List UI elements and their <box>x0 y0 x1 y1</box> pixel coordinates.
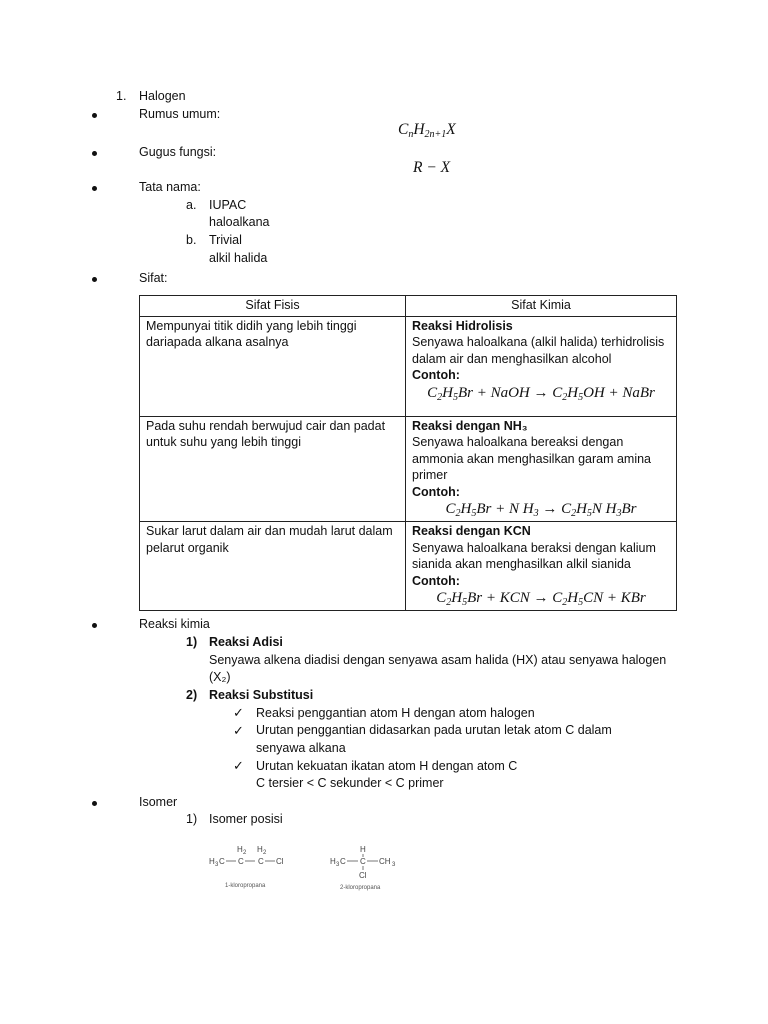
table-header-row <box>140 296 677 317</box>
kimia-title: Reaksi Hidrolisis <box>412 318 513 333</box>
kimia-title: Reaksi dengan NH₃ <box>412 418 528 433</box>
adisi-title: Reaksi Adisi <box>209 635 283 649</box>
bullet <box>92 623 97 628</box>
svg-text:C: C <box>258 857 264 866</box>
molecule-caption: 1-kloropropana <box>225 883 266 889</box>
table-row <box>140 416 677 522</box>
column-header-kimia: Sifat Kimia <box>406 296 677 317</box>
reaction-equation: $C_2H_5Br$ + KCN → $C_2H_5CN$ + KBr <box>436 590 646 608</box>
check-item: Reaksi penggantian atom H dengan atom halogen <box>256 706 535 720</box>
isomer-posisi-title: Isomer posisi <box>209 812 283 826</box>
properties-table <box>139 295 677 611</box>
section-title: Halogen <box>139 89 186 103</box>
check-item-cont: C tersier < C sekunder < C primer <box>256 776 444 790</box>
kimia-title: Reaksi dengan KCN <box>412 524 531 538</box>
table-row <box>140 316 677 416</box>
reaction-equation: $C_2H_5Br + N$ $H_3 \to C_2H_5N$ $H_3Br$ <box>445 501 637 519</box>
fisis-cell: Mempunyai titik didih yang lebih tinggi dariapada alkana asalnya <box>140 316 406 416</box>
svg-text:Cl: Cl <box>359 871 367 880</box>
svg-text:3: 3 <box>336 862 340 868</box>
kimia-cell <box>406 416 677 522</box>
contoh-label: Contoh: <box>412 368 460 382</box>
kimia-text: Senyawa haloalkana bereaksi dengan ammonia akan menghasilkan garam amina primer <box>412 435 652 482</box>
sifat-label: Sifat: <box>139 271 168 285</box>
list-marker-b: b. <box>186 233 197 247</box>
kimia-cell <box>406 316 677 416</box>
functional-group-formula: R − X <box>413 159 451 176</box>
trivial-value: alkil halida <box>209 251 268 265</box>
iupac-label: IUPAC <box>209 198 247 212</box>
bullet <box>92 186 97 191</box>
contoh-label: Contoh: <box>412 573 460 588</box>
molecule-caption: 2-kloropropana <box>340 885 381 891</box>
table-row <box>140 522 677 611</box>
svg-text:H: H <box>209 857 215 866</box>
substitusi-title: Reaksi Substitusi <box>209 688 314 702</box>
svg-text:2: 2 <box>263 850 267 856</box>
svg-text:H: H <box>360 845 366 854</box>
check-item: Urutan kekuatan ikatan atom H dengan atom C <box>256 759 518 773</box>
svg-text:C: C <box>238 857 244 866</box>
check-item-cont: senyawa alkana <box>256 741 346 755</box>
contoh-label: Contoh: <box>412 484 460 499</box>
svg-text:Cl: Cl <box>276 857 284 866</box>
checkmark-icon: ✓ <box>233 705 244 720</box>
fisis-cell: Sukar larut dalam air dan mudah larut dalam pelarut organik <box>140 522 406 611</box>
check-item: Urutan penggantian didasarkan pada urutan letak atom C dalam <box>256 723 612 737</box>
list-marker-2: 2) <box>186 688 198 702</box>
list-marker-a: a. <box>186 198 197 212</box>
bullet <box>92 151 97 156</box>
svg-text:3: 3 <box>392 862 396 868</box>
adisi-text: Senyawa alkena diadisi dengan senyawa asam halida (HX) atau senyawa halogen <box>209 653 667 667</box>
bullet <box>92 277 97 282</box>
isomer-label: Isomer <box>139 795 178 809</box>
adisi-text-cont: (X₂) <box>209 670 231 684</box>
column-header-fisis: Sifat Fisis <box>140 296 406 317</box>
1-chloropropane-structure <box>205 842 305 894</box>
checkmark-icon: ✓ <box>233 723 244 738</box>
svg-text:3: 3 <box>215 862 219 868</box>
svg-text:C: C <box>360 857 366 866</box>
rumus-label: Rumus umum: <box>139 107 221 121</box>
list-marker-1: 1) <box>186 812 198 826</box>
list-marker-1: 1) <box>186 635 198 649</box>
svg-text:2: 2 <box>243 850 247 856</box>
trivial-label: Trivial <box>209 233 242 247</box>
fisis-cell: Pada suhu rendah berwujud cair dan padat untuk suhu yang lebih tinggi <box>140 416 406 522</box>
general-formula: $C_nH_{2n+1}X$ <box>398 121 456 140</box>
bullet <box>92 113 97 118</box>
iupac-value: haloalkana <box>209 215 270 229</box>
2-chloropropane-structure <box>326 842 402 894</box>
svg-text:CH: CH <box>379 857 391 866</box>
svg-text:C: C <box>340 857 346 866</box>
svg-text:H: H <box>237 845 243 854</box>
checkmark-icon: ✓ <box>233 758 244 773</box>
kimia-text: Senyawa haloalkana (alkil halida) terhidrolisis dalam air dan menghasilkan alcohol <box>412 335 665 366</box>
tata-nama-label: Tata nama: <box>139 180 201 194</box>
svg-text:H: H <box>257 845 263 854</box>
kimia-cell <box>406 522 677 611</box>
gugus-label: Gugus fungsi: <box>139 145 217 159</box>
svg-text:C: C <box>219 857 225 866</box>
kimia-text: Senyawa haloalkana beraksi dengan kalium sianida akan menghasilkan alkil sianida <box>412 540 656 571</box>
reaction-equation: $C_2H_5Br$ + NaOH → $C_2H_5OH$ + NaBr <box>427 384 655 403</box>
bullet <box>92 801 97 806</box>
svg-text:H: H <box>330 857 336 866</box>
reaksi-label: Reaksi kimia <box>139 617 210 631</box>
list-number: 1. <box>116 89 127 103</box>
